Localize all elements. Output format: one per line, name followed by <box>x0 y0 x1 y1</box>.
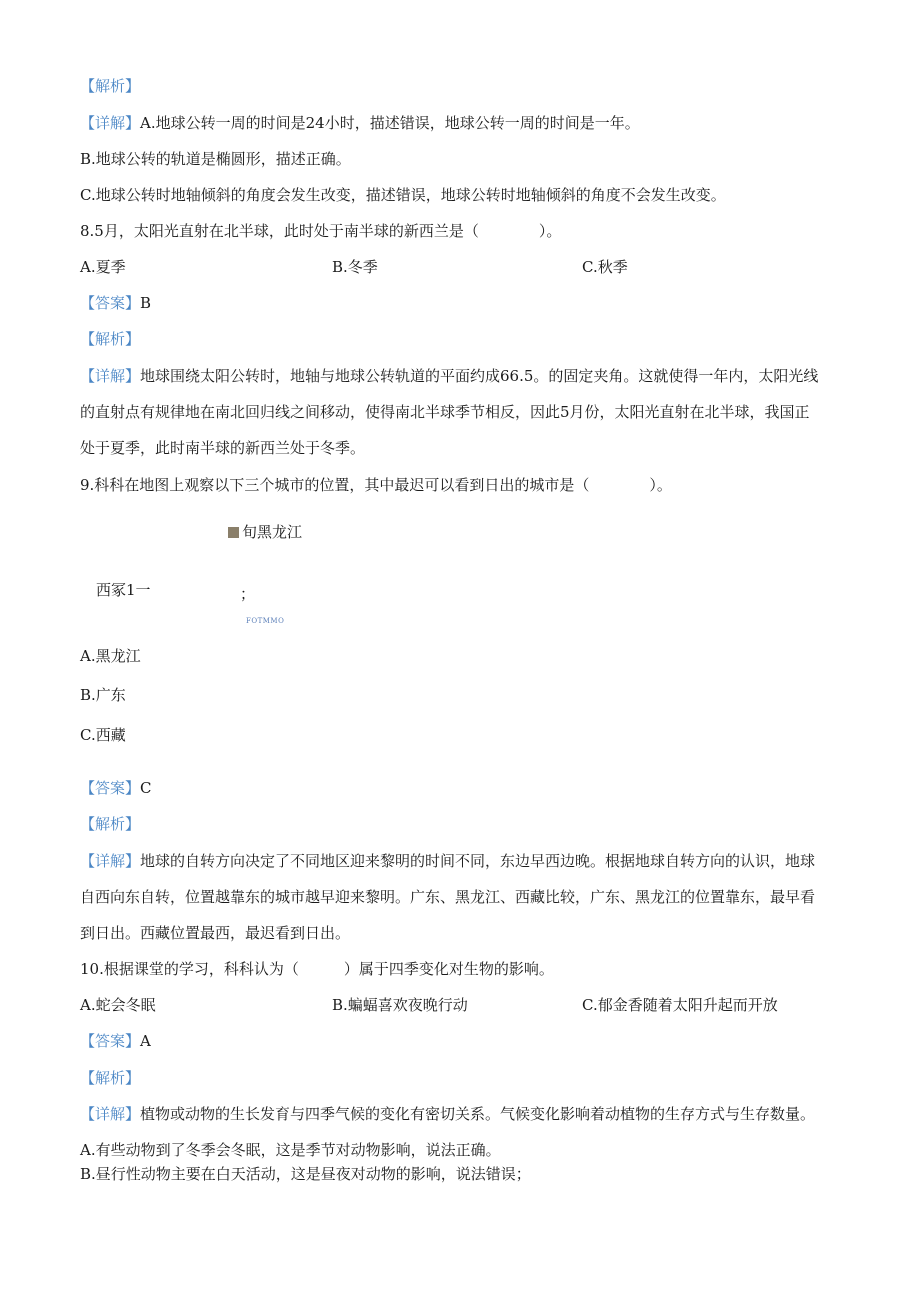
explanation-line: 【详解】植物或动物的生长发育与四季气候的变化有密切关系。气候变化影响着动植物的生存方式与生存数量。 <box>80 1105 816 1123</box>
explanation-line: B.昼行性动物主要在白天活动，这是昼夜对动物的影响，说法错误； <box>80 1165 531 1183</box>
q10-option-b: B.蝙蝠喜欢夜晚行动 <box>332 996 468 1014</box>
q9-option-c: C.西藏 <box>80 726 126 744</box>
q8-option-a: A.夏季 <box>80 258 126 276</box>
answer-9: 【答案】C <box>80 779 152 797</box>
explanation-line: 【详解】地球围绕太阳公转时，地轴与地球公转轨道的平面约成66.5。的固定夹角。这就使得一年内，太阳光线 <box>80 367 819 385</box>
q8-option-b: B.冬季 <box>332 258 378 276</box>
explanation-line: 处于夏季，此时南半球的新西兰处于冬季。 <box>80 439 366 457</box>
map-small-text: FOTMMO <box>246 617 285 625</box>
answer-10: 【答案】A <box>80 1032 151 1050</box>
q10-option-a: A.蛇会冬眠 <box>80 996 156 1014</box>
q8-option-c: C.秋季 <box>582 258 628 276</box>
explanation-line: A.有些动物到了冬季会冬眠，这是季节对动物影响，说法正确。 <box>80 1141 501 1159</box>
explanation-line: 自西向东自转，位置越靠东的城市越早迎来黎明。广东、黑龙江、西藏比较，广东、黑龙江的位置靠东，最早看 <box>80 888 816 906</box>
analysis-heading: 【解析】 <box>80 1069 141 1087</box>
question-9: 9.科科在地图上观察以下三个城市的位置，其中最迟可以看到日出的城市是（ ）。 <box>80 476 672 494</box>
q9-option-b: B.广东 <box>80 686 126 704</box>
analysis-heading: 【解析】 <box>80 77 141 95</box>
q9-option-a: A.黑龙江 <box>80 647 141 665</box>
question-8: 8.5月，太阳光直射在北半球，此时处于南半球的新西兰是（ ）。 <box>80 222 562 240</box>
explanation-line: 【详解】A.地球公转一周的时间是24小时，描述错误，地球公转一周的时间是一年。 <box>80 114 640 132</box>
explanation-line: 【详解】地球的自转方向决定了不同地区迎来黎明的时间不同，东边早西边晚。根据地球自转方向的认识，地球 <box>80 852 816 870</box>
explanation-line: 的直射点有规律地在南北回归线之间移动，使得南北半球季节相反，因此5月份，太阳光直射在北半球，我国正 <box>80 403 810 421</box>
analysis-heading: 【解析】 <box>80 815 141 833</box>
analysis-heading: 【解析】 <box>80 330 141 348</box>
map-label-tibet: 西冢1一 <box>96 581 151 599</box>
question-10: 10.根据课堂的学习，科科认为（ ）属于四季变化对生物的影响。 <box>80 960 554 978</box>
map-label-mark: ； <box>240 585 256 603</box>
answer-8: 【答案】B <box>80 294 152 312</box>
map-marker-icon <box>228 527 239 538</box>
explanation-line: C.地球公转时地轴倾斜的角度会发生改变，描述错误，地球公转时地轴倾斜的角度不会发生改变。 <box>80 186 726 204</box>
map-label-heilongjiang: 旬黑龙江 <box>228 522 302 542</box>
explanation-line: B.地球公转的轨道是椭圆形，描述正确。 <box>80 150 351 168</box>
q10-option-c: C.郁金香随着太阳升起而开放 <box>582 996 778 1014</box>
explanation-line: 到日出。西藏位置最西，最迟看到日出。 <box>80 924 351 942</box>
